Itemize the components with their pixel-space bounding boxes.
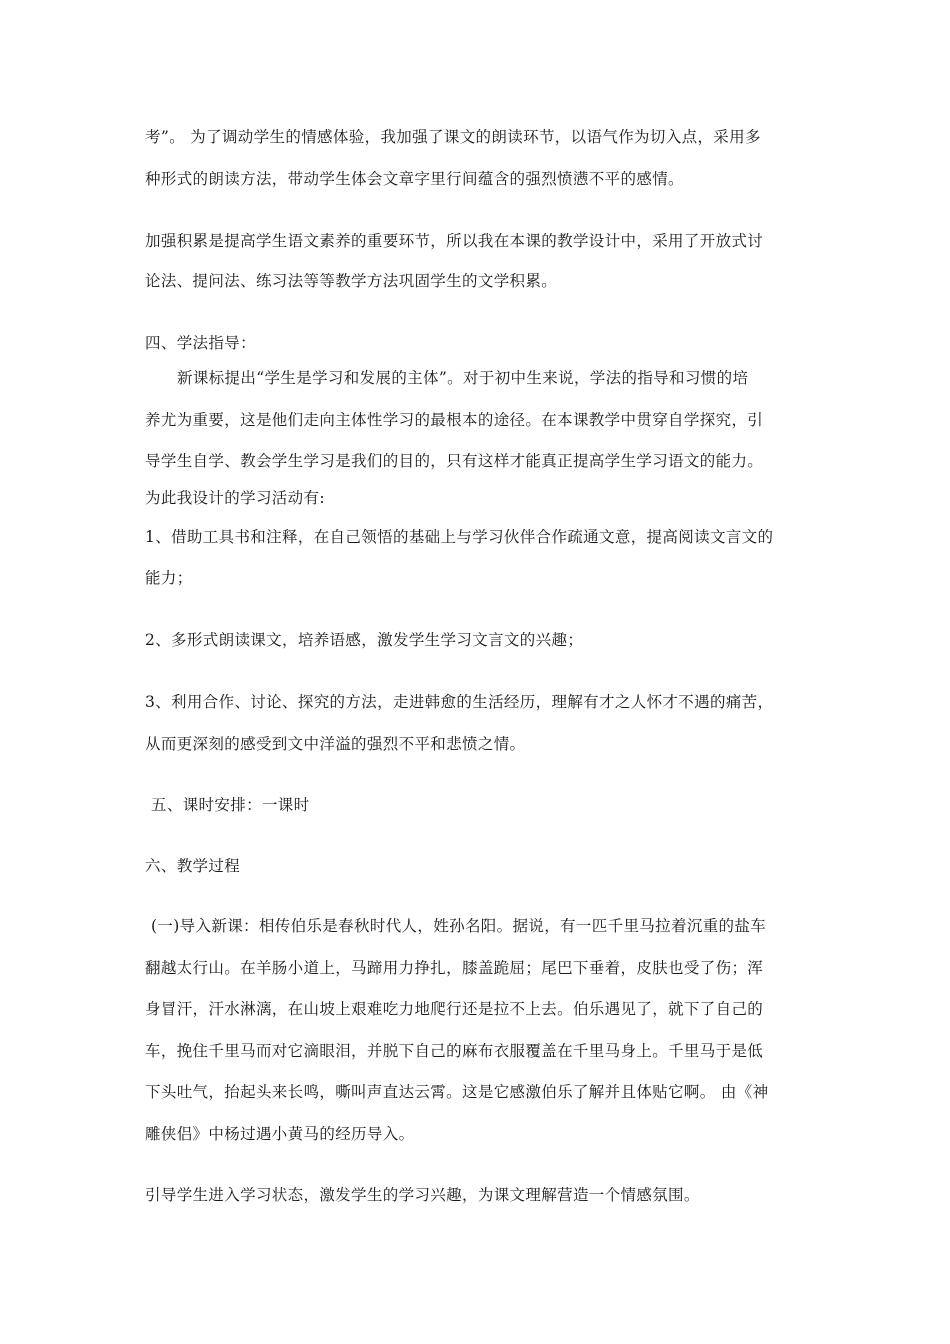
paragraph-line: 加强积累是提高学生语文素养的重要环节，所以我在本课的教学设计中，采用了开放式讨 bbox=[145, 232, 764, 250]
list-item-continuation: 从而更深刻的感受到文中洋溢的强烈不平和悲愤之情。 bbox=[145, 735, 526, 753]
paragraph-line: 考”。 为了调动学生的情感体验，我加强了课文的朗读环节，以语气作为切入点，采用多 bbox=[145, 128, 761, 146]
paragraph-line: 养尤为重要，这是他们走向主体性学习的最根本的途径。在本课教学中贯穿自学探究，引 bbox=[145, 411, 764, 429]
paragraph-line: 导学生自学、教会学生学习是我们的目的，只有这样才能真正提高学生学习语文的能力。 bbox=[145, 452, 764, 470]
section-heading: 四、学法指导： bbox=[145, 334, 256, 352]
list-item: 2、多形式朗读课文，培养语感，激发学生学习文言文的兴趣； bbox=[145, 631, 584, 649]
paragraph-line: 身冒汗，汗水淋漓，在山坡上艰难吃力地爬行还是拉不上去。伯乐遇见了，就下了自己的 bbox=[145, 1000, 764, 1018]
paragraph-line: (一)导入新课：相传伯乐是春秋时代人，姓孙名阳。据说，有一匹千里马拉着沉重的盐车 bbox=[151, 917, 767, 935]
paragraph-line: 车，挽住千里马而对它滴眼泪，并脱下自己的麻布衣服覆盖在千里马身上。千里马于是低 bbox=[145, 1042, 764, 1060]
list-item-continuation: 能力； bbox=[145, 569, 193, 587]
section-heading: 六、教学过程 bbox=[145, 857, 241, 875]
paragraph-line: 翻越太行山。在羊肠小道上，马蹄用力挣扎，膝盖跪屈；尾巴下垂着，皮肤也受了伤；浑 bbox=[145, 959, 764, 977]
paragraph-line: 下头吐气，抬起头来长鸣，嘶叫声直达云霄。这是它感激伯乐了解并且体贴它啊。 由《神 bbox=[145, 1083, 769, 1101]
paragraph-line: 新课标提出“学生是学习和发展的主体”。对于初中生来说，学法的指导和习惯的培 bbox=[177, 369, 749, 387]
list-item: 1、借助工具书和注释，在自己领悟的基础上与学习伙伴合作疏通文意，提高阅读文言文的 bbox=[145, 528, 774, 546]
paragraph-line: 种形式的朗读方法，带动学生体会文章字里行间蕴含的强烈愤懑不平的感情。 bbox=[145, 170, 684, 188]
paragraph-line: 雕侠侣》中杨过遇小黄马的经历导入。 bbox=[145, 1125, 415, 1143]
paragraph-line: 论法、提问法、练习法等等教学方法巩固学生的文学积累。 bbox=[145, 272, 558, 290]
section-heading: 五、课时安排：一课时 bbox=[151, 796, 310, 814]
paragraph-line: 引导学生进入学习状态，激发学生的学习兴趣，为课文理解营造一个情感氛围。 bbox=[145, 1186, 700, 1204]
paragraph-line: 为此我设计的学习活动有: bbox=[145, 489, 325, 507]
list-item: 3、利用合作、讨论、探究的方法，走进韩愈的生活经历，理解有才之人怀才不遇的痛苦， bbox=[145, 693, 774, 711]
